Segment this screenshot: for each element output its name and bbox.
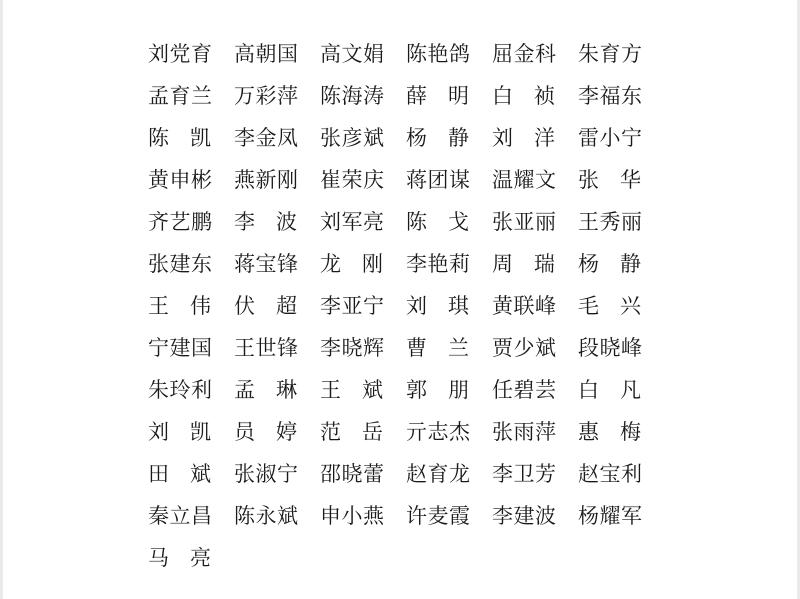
- name-entry: 王世锋: [234, 336, 299, 360]
- name-entry: 郭 朋: [406, 378, 469, 402]
- name-entry: 张彦斌: [320, 126, 385, 150]
- name-entry: 杨耀军: [578, 504, 643, 528]
- name-entry: 赵育龙: [406, 462, 471, 486]
- name-entry: 薛 明: [406, 84, 469, 108]
- name-entry: 朱育方: [578, 42, 643, 66]
- name-entry: 白 祯: [492, 84, 555, 108]
- name-entry: 曹 兰: [406, 336, 469, 360]
- name-entry: 齐艺鹏: [148, 210, 213, 234]
- name-entry: 张雨萍: [492, 420, 557, 444]
- name-entry: 王 伟: [148, 294, 211, 318]
- name-entry: 李金凤: [234, 126, 299, 150]
- name-entry: 陈 凯: [148, 126, 211, 150]
- name-entry: 蒋宝锋: [234, 252, 299, 276]
- name-entry: 屈金科: [492, 42, 557, 66]
- name-entry: 陈艳鸽: [406, 42, 471, 66]
- name-entry: 段晓峰: [578, 336, 643, 360]
- name-entry: 陈海涛: [320, 84, 385, 108]
- name-entry: 刘党育: [148, 42, 213, 66]
- name-entry: 张建东: [148, 252, 213, 276]
- name-entry: 惠 梅: [578, 420, 641, 444]
- name-entry: 陈永斌: [234, 504, 299, 528]
- name-entry: 高朝国: [234, 42, 299, 66]
- name-entry: 温耀文: [492, 168, 557, 192]
- name-entry: 宁建国: [148, 336, 213, 360]
- name-entry: 白 凡: [578, 378, 641, 402]
- name-entry: 李晓辉: [320, 336, 385, 360]
- name-entry: 李艳莉: [406, 252, 471, 276]
- name-entry: 陈 戈: [406, 210, 469, 234]
- name-entry: 范 岳: [320, 420, 383, 444]
- name-entry: 王秀丽: [578, 210, 643, 234]
- name-entry: 马 亮: [148, 546, 211, 570]
- name-entry: 黄联峰: [492, 294, 557, 318]
- name-entry: 亓志杰: [406, 420, 471, 444]
- name-entry: 张 华: [578, 168, 641, 192]
- name-entry: 燕新刚: [234, 168, 299, 192]
- page-edge-left: [0, 0, 3, 599]
- name-entry: 张亚丽: [492, 210, 557, 234]
- name-entry: 张淑宁: [234, 462, 299, 486]
- name-entry: 贾少斌: [492, 336, 557, 360]
- name-entry: 毛 兴: [578, 294, 641, 318]
- name-entry: 蒋团谋: [406, 168, 471, 192]
- name-entry: 杨 静: [406, 126, 469, 150]
- name-entry: 杨 静: [578, 252, 641, 276]
- name-entry: 李福东: [578, 84, 643, 108]
- name-entry: 刘 琪: [406, 294, 469, 318]
- name-entry: 孟 琳: [234, 378, 297, 402]
- name-entry: 李建波: [492, 504, 557, 528]
- name-entry: 刘 凯: [148, 420, 211, 444]
- name-entry: 刘 洋: [492, 126, 555, 150]
- name-entry: 朱玲利: [148, 378, 213, 402]
- name-entry: 龙 刚: [320, 252, 383, 276]
- name-entry: 李亚宁: [320, 294, 385, 318]
- name-entry: 邵晓蕾: [320, 462, 385, 486]
- name-entry: 员 婷: [234, 420, 297, 444]
- name-entry: 崔荣庆: [320, 168, 385, 192]
- name-entry: 高文娟: [320, 42, 385, 66]
- name-entry: 田 斌: [148, 462, 211, 486]
- name-entry: 申小燕: [320, 504, 385, 528]
- name-entry: 任碧芸: [492, 378, 557, 402]
- name-entry: 赵宝利: [578, 462, 643, 486]
- name-entry: 许麦霞: [406, 504, 471, 528]
- name-entry: 刘军亮: [320, 210, 385, 234]
- name-entry: 王 斌: [320, 378, 383, 402]
- name-entry: 周 瑞: [492, 252, 555, 276]
- name-entry: 黄申彬: [148, 168, 213, 192]
- names-list: [148, 34, 642, 580]
- name-entry: 雷小宁: [578, 126, 643, 150]
- name-entry: 秦立昌: [148, 504, 213, 528]
- name-entry: 孟育兰: [148, 84, 213, 108]
- name-entry: 万彩萍: [234, 84, 299, 108]
- name-entry: 李 波: [234, 210, 297, 234]
- name-entry: 李卫芳: [492, 462, 557, 486]
- name-entry: 伏 超: [234, 294, 297, 318]
